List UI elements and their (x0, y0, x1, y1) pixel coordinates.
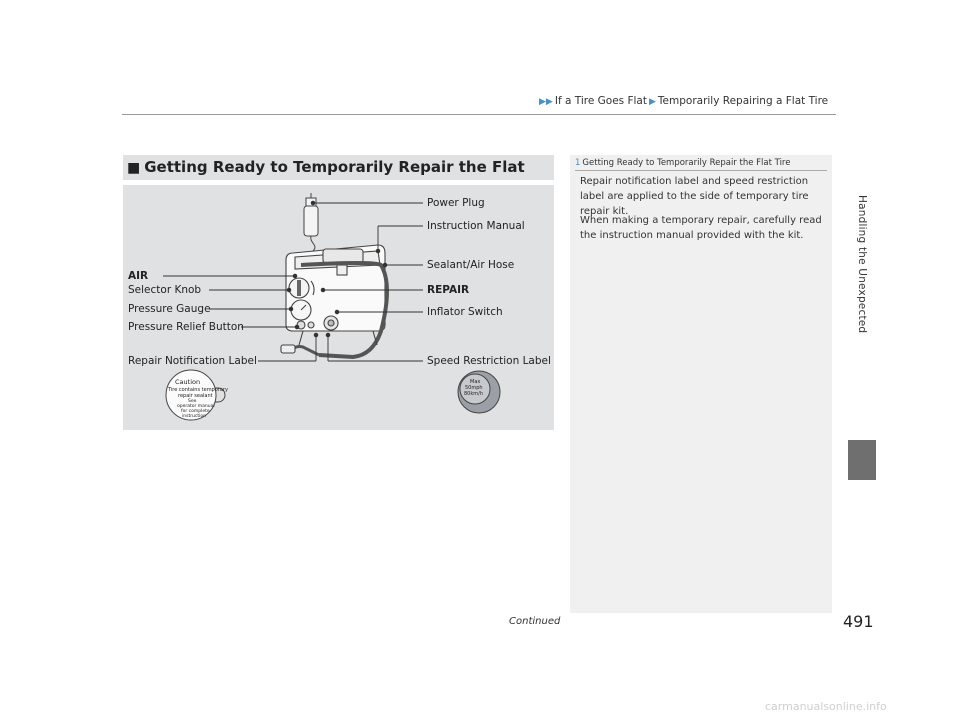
continued-text: Continued (509, 616, 561, 627)
label-selector-knob: Selector Knob (128, 284, 202, 296)
breadcrumb-arrow-icon: ▶▶ (539, 97, 553, 107)
compressor-drawing (281, 245, 387, 357)
caution-line: operator manual (177, 404, 215, 409)
note-divider (575, 170, 827, 171)
label-inflator-switch: Inflator Switch (427, 306, 503, 318)
page-number: 491 (843, 612, 874, 631)
section-marker-icon: ■ (127, 160, 141, 176)
speed-sticker-line: 50mph (465, 385, 483, 391)
caution-line: See (188, 399, 197, 404)
note-title (575, 158, 790, 168)
caution-line: instruction (182, 414, 207, 419)
caution-line: Tire contains temporary (168, 387, 228, 393)
note-marker-icon: 1 (575, 158, 581, 168)
breadcrumb-arrow-icon: ▶ (648, 97, 656, 107)
breadcrumb (537, 95, 828, 107)
label-sealant-air-hose: Sealant/Air Hose (427, 259, 515, 271)
chapter-tab-marker (848, 440, 876, 480)
header-divider (122, 114, 836, 115)
label-air: AIR (128, 270, 149, 282)
note-paragraph: When making a temporary repair, carefully read the instruction manual provided with the kit. (580, 215, 822, 241)
caution-line: repair sealant (178, 393, 213, 399)
label-power-plug: Power Plug (427, 197, 485, 209)
breadcrumb-item-repair[interactable]: Temporarily Repairing a Flat Tire (657, 95, 829, 107)
power-plug-drawing (304, 193, 318, 251)
label-speed-restriction: Speed Restriction Label (427, 355, 551, 367)
section-title-text: Getting Ready to Temporarily Repair the Flat (144, 158, 525, 176)
caution-line: for complete (181, 409, 210, 414)
section-title (123, 155, 554, 180)
label-instruction-manual: Instruction Manual (427, 220, 525, 232)
chapter-side-tab: Handling the Unexpected (856, 195, 868, 334)
tire-repair-kit-figure (123, 185, 554, 430)
note-paragraph: Repair notification label and speed restriction label are applied to the side of temporary tire repair kit. (580, 176, 809, 217)
watermark: carmanualsonline.info (765, 700, 887, 713)
caution-heading: Caution (175, 378, 201, 386)
label-pressure-relief-button: Pressure Relief Button (128, 321, 244, 333)
speed-sticker-line: Max (470, 379, 481, 385)
speed-sticker-line: 80km/h (464, 391, 483, 397)
label-pressure-gauge: Pressure Gauge (128, 303, 211, 315)
label-repair: REPAIR (427, 284, 470, 296)
breadcrumb-item-flat-tire[interactable]: If a Tire Goes Flat (554, 95, 647, 107)
note-title-text[interactable]: Getting Ready to Temporarily Repair the Flat Tire (582, 158, 791, 168)
label-repair-notification: Repair Notification Label (128, 355, 257, 367)
